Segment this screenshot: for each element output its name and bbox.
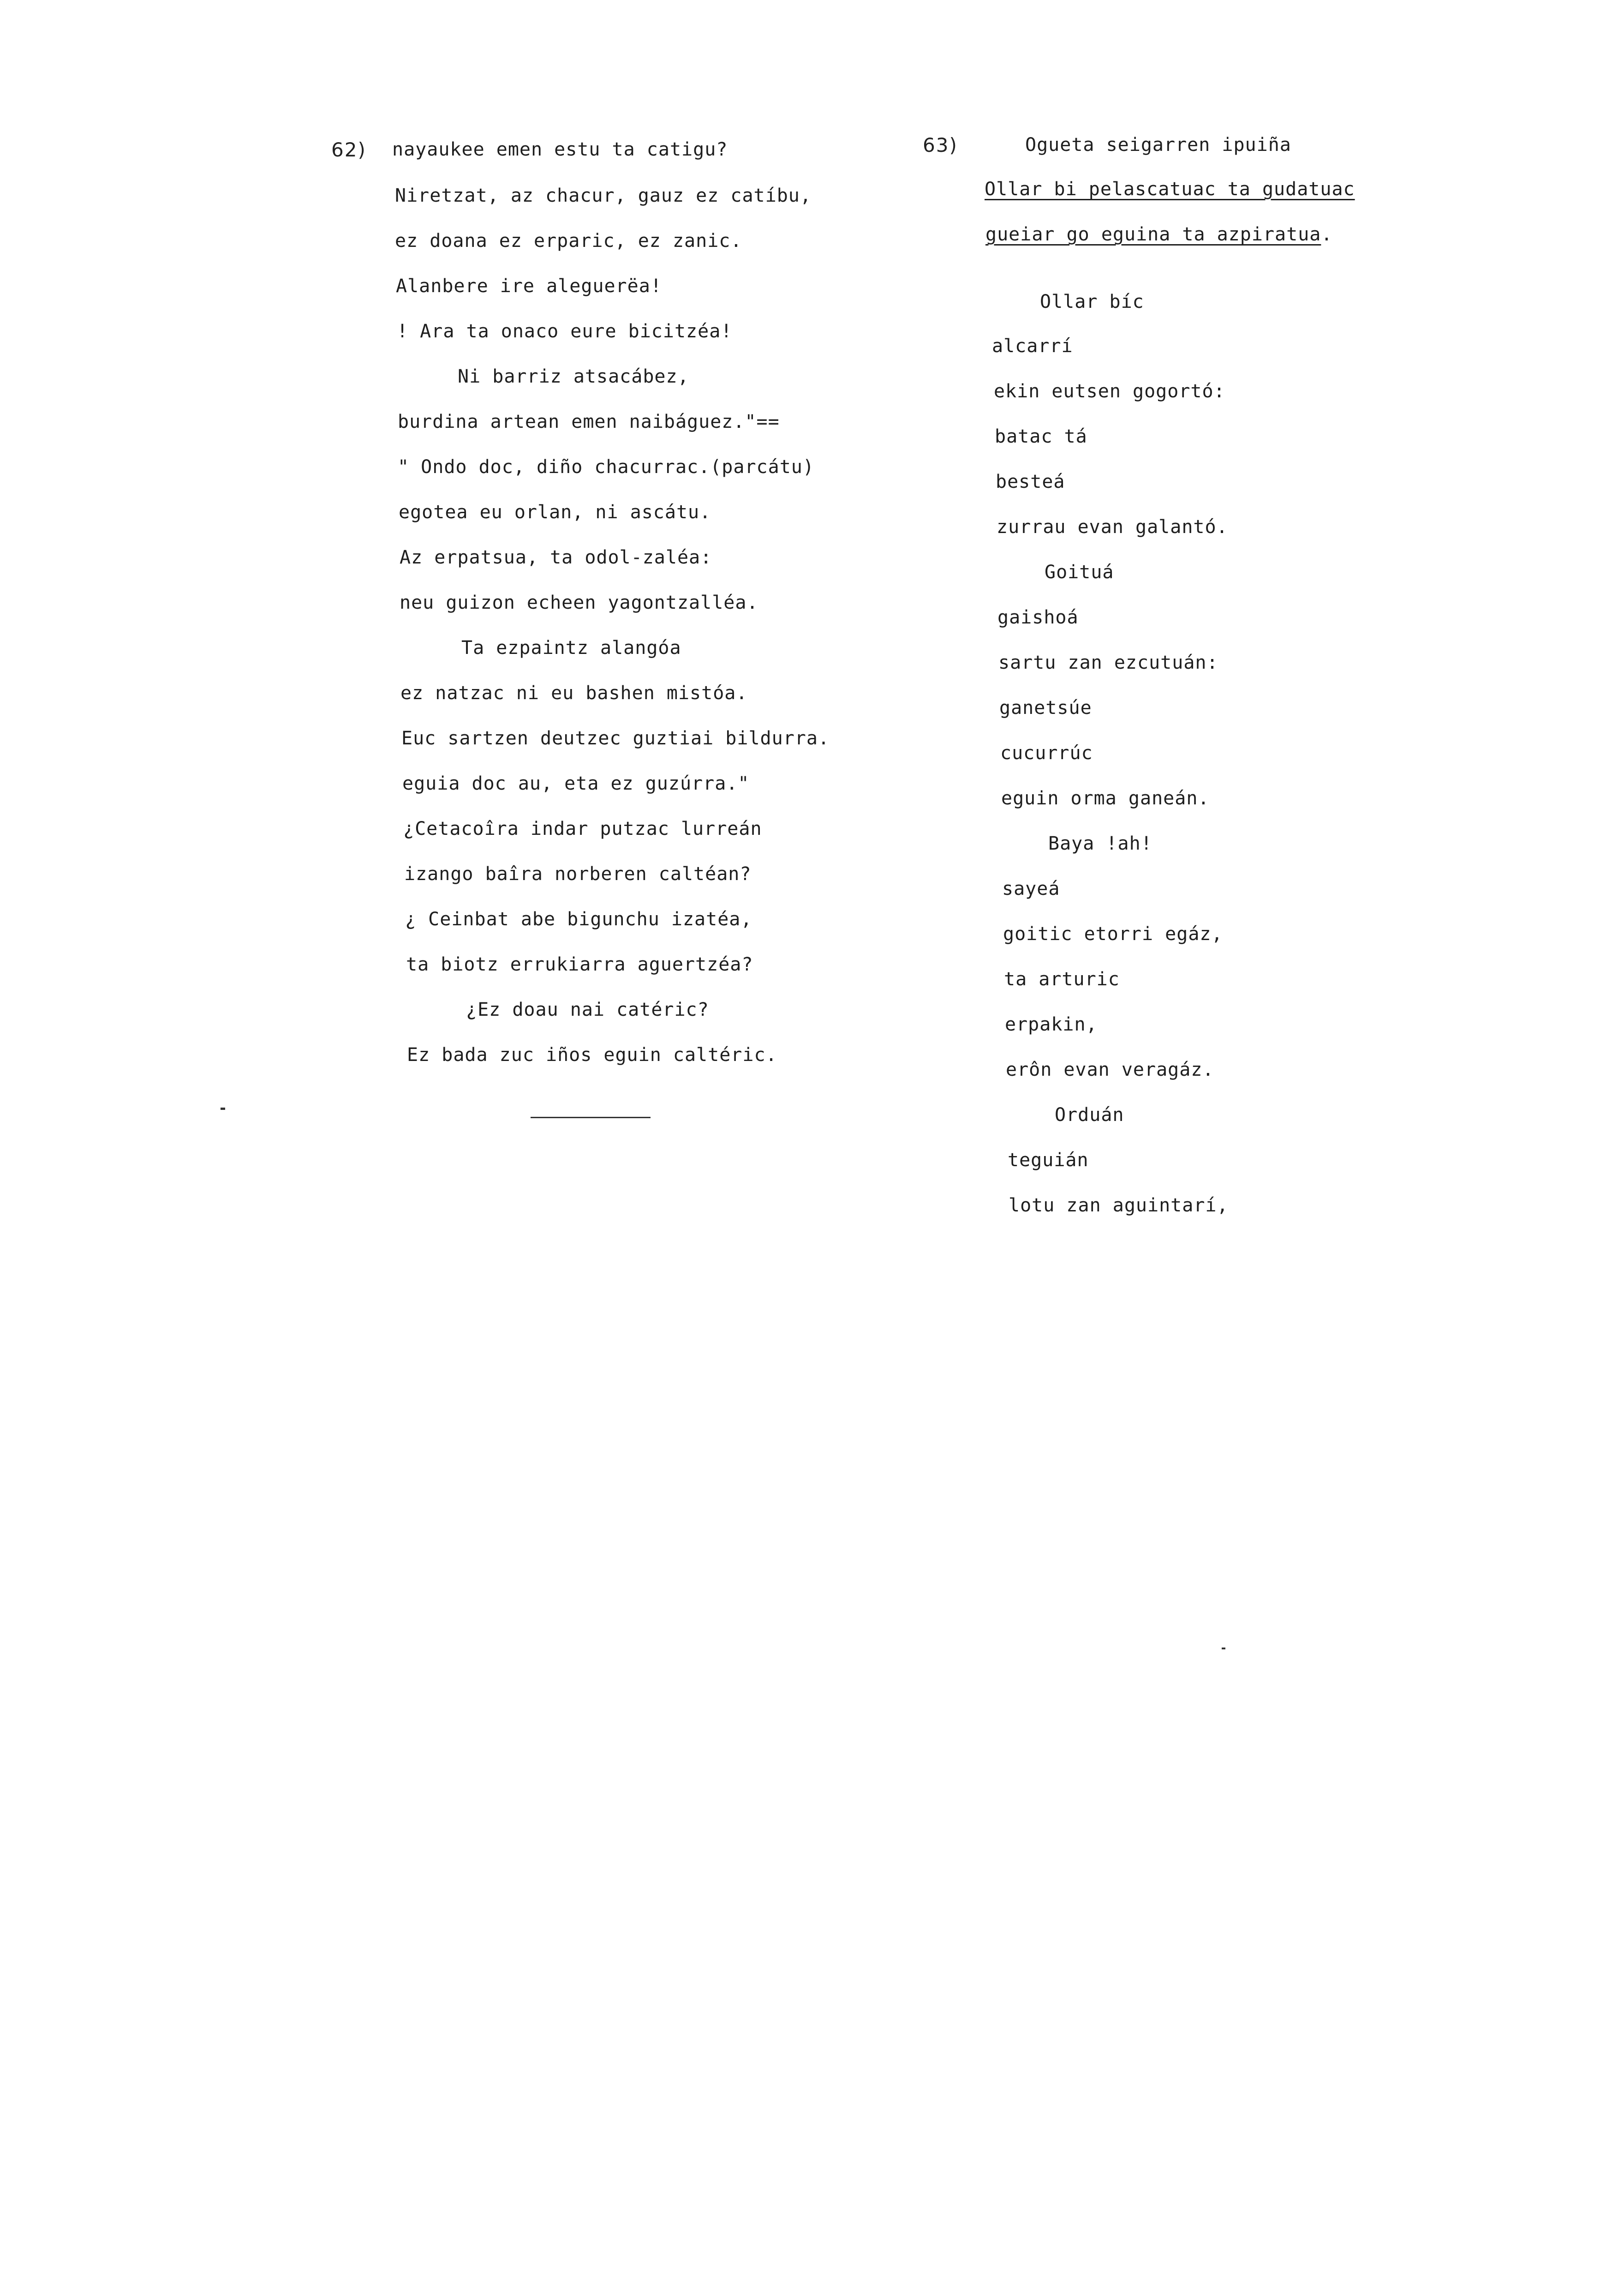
verse-line: Ni barriz atsacábez, xyxy=(458,366,689,387)
verse-line: neu guizon echeen yagontzalléa. xyxy=(400,592,758,613)
verse-line: Ollar bíc xyxy=(1040,291,1144,312)
verse-line: ganetsúe xyxy=(999,697,1092,719)
verse-line: ekin eutsen gogortó: xyxy=(994,381,1225,402)
verse-line: sartu zan ezcutuán: xyxy=(998,652,1218,673)
subtitle-line-2-period: . xyxy=(1321,224,1333,245)
verse-line: Alanbere ire aleguerëa! xyxy=(396,276,662,297)
verse-line: Goituá xyxy=(1045,562,1114,583)
verse-line: ta biotz errukiarra aguertzéa? xyxy=(406,954,753,975)
end-rule xyxy=(531,1117,651,1118)
verse-line: erpakin, xyxy=(1005,1014,1098,1035)
verse-line: Orduán xyxy=(1055,1104,1124,1126)
verse-line: batac tá xyxy=(995,426,1087,447)
verse-line: zurrau evan galantó. xyxy=(997,516,1228,538)
verse-line: ¿Cetacoîra indar putzac lurreán xyxy=(403,818,762,839)
verse-line: " Ondo doc, diño chacurrac.(parcátu) xyxy=(398,456,814,478)
verse-line: Ez bada zuc iños eguin caltéric. xyxy=(407,1044,777,1066)
verse-line: sayeá xyxy=(1002,878,1060,899)
fable-title: Ogueta seigarren ipuiña xyxy=(1025,134,1291,156)
verse-line: cucurrúc xyxy=(1000,743,1093,764)
verse-line: ez natzac ni eu bashen mistóa. xyxy=(400,683,748,704)
right-page-number: 63) xyxy=(923,134,958,156)
verse-line: Baya !ah! xyxy=(1048,833,1152,854)
fable-subtitle-line-2 xyxy=(985,223,1332,246)
verse-line: egotea eu orlan, ni ascátu. xyxy=(399,502,711,523)
verse-line: Euc sartzen deutzec guztiai bildurra. xyxy=(401,728,830,749)
verse-line: lotu zan aguintarí, xyxy=(1009,1195,1229,1216)
verse-line: eguia doc au, eta ez guzúrra." xyxy=(402,773,750,794)
verse-line: izango baîra norberen caltéan? xyxy=(404,863,752,885)
verse-line: ta arturic xyxy=(1004,969,1120,990)
left-page-number: 62) xyxy=(331,138,366,161)
verse-line: Ta ezpaintz alangóa xyxy=(461,637,681,659)
verse-line: nayaukee emen estu ta catigu? xyxy=(392,139,728,160)
verse-line: burdina artean emen naibáguez."== xyxy=(398,411,780,432)
verse-line: teguián xyxy=(1008,1150,1089,1171)
margin-mark xyxy=(221,1108,225,1110)
verse-line: gaishoá xyxy=(997,607,1079,628)
verse-line: eguin orma ganeán. xyxy=(1001,788,1210,809)
verse-line: goitic etorri egáz, xyxy=(1003,923,1223,945)
verse-line: Az erpatsua, ta odol-zaléa: xyxy=(400,547,712,568)
fable-subtitle-line-1: Ollar bi pelascatuac ta gudatuac xyxy=(985,179,1355,200)
margin-mark xyxy=(1222,1648,1225,1649)
subtitle-line-2-text: gueiar go eguina ta azpiratua xyxy=(985,224,1321,245)
verse-line: ez doana ez erparic, ez zanic. xyxy=(395,230,742,252)
verse-line: besteá xyxy=(996,471,1065,492)
verse-line: erôn evan veragáz. xyxy=(1006,1059,1214,1080)
verse-line: ¿Ez doau nai catéric? xyxy=(466,999,709,1020)
verse-line: ¿ Ceinbat abe bigunchu izatéa, xyxy=(405,909,752,930)
verse-line: alcarrí xyxy=(992,336,1073,357)
verse-line: Niretzat, az chacur, gauz ez catíbu, xyxy=(395,185,812,206)
verse-line: ! Ara ta onaco eure bicitzéa! xyxy=(397,321,733,342)
